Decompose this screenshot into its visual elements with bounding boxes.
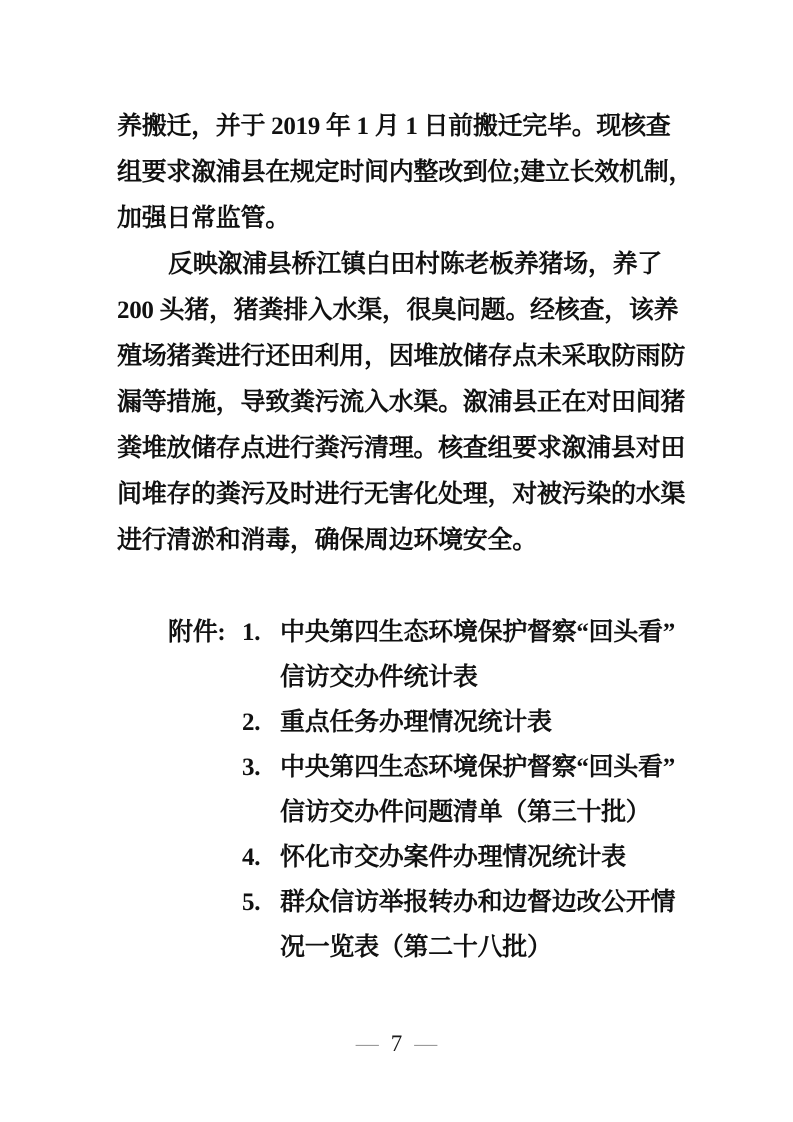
attachment-number: 5. [242, 889, 261, 916]
attachment-number: 3. [242, 754, 261, 781]
attachments-label [168, 745, 242, 790]
attachment-number: 4. [242, 844, 261, 871]
attachment-row [168, 700, 708, 745]
footer-dash-right: — [414, 1031, 438, 1056]
attachment-title-line: 况一览表（第二十八批） [280, 934, 552, 961]
text-line: 间堆存的粪污及时进行无害化处理，对被污染的水渠 [117, 481, 686, 508]
attachment-title-line: 重点任务办理情况统计表 [280, 709, 552, 736]
text-line: 200 头猪，猪粪排入水渠，很臭问题。经核查，该养 [117, 297, 679, 324]
text-line: 加强日常监管。 [117, 205, 290, 232]
attachment-row [168, 610, 708, 655]
attachment-row [168, 790, 708, 835]
attachments-label [168, 835, 242, 880]
footer-dash-left: — [355, 1031, 379, 1056]
attachment-row [168, 835, 708, 880]
text-line: 组要求溆浦县在规定时间内整改到位;建立长效机制， [117, 159, 694, 186]
body-text [117, 104, 697, 564]
page-number: 7 [390, 1031, 403, 1056]
text-line: 进行清淤和消毒，确保周边环境安全。 [117, 527, 537, 554]
attachment-title-line: 群众信访举报转办和边督边改公开情 [280, 889, 676, 916]
attachment-number [242, 790, 280, 835]
attachment-row [168, 880, 708, 925]
attachment-row [168, 745, 708, 790]
attachment-number: 2. [242, 709, 261, 736]
attachment-title-line: 怀化市交办案件办理情况统计表 [280, 844, 626, 871]
attachment-number: 1. [242, 619, 261, 646]
page-footer [0, 1024, 793, 1064]
attachments-label [168, 880, 242, 925]
attachment-row [168, 925, 708, 970]
text-line: 粪堆放储存点进行粪污清理。核查组要求溆浦县对田 [117, 435, 686, 462]
paragraph-2 [117, 242, 697, 564]
attachment-title-line: 中央第四生态环境保护督察“回头看” [280, 619, 675, 646]
attachment-title-line: 中央第四生态环境保护督察“回头看” [280, 754, 675, 781]
attachments-label [168, 790, 242, 835]
attachment-title-line: 信访交办件统计表 [280, 664, 478, 691]
attachments-label [168, 700, 242, 745]
paragraph-1 [117, 104, 697, 242]
attachment-list [168, 610, 708, 970]
attachments-label: 附件: [168, 619, 226, 646]
text-line: 殖场猪粪进行还田利用，因堆放储存点未采取防雨防 [117, 343, 686, 370]
attachment-number [242, 925, 280, 970]
attachment-row [168, 655, 708, 700]
attachment-title-line: 信访交办件问题清单（第三十批） [280, 799, 651, 826]
text-line: 漏等措施，导致粪污流入水渠。溆浦县正在对田间猪 [117, 389, 686, 416]
text-line: 养搬迁，并于 2019 年 1 月 1 日前搬迁完毕。现核查 [117, 113, 671, 140]
attachments-label [168, 925, 242, 970]
attachment-number [242, 655, 280, 700]
text-line: 反映溆浦县桥江镇白田村陈老板养猪场，养了 [168, 251, 663, 278]
attachments-label [168, 655, 242, 700]
